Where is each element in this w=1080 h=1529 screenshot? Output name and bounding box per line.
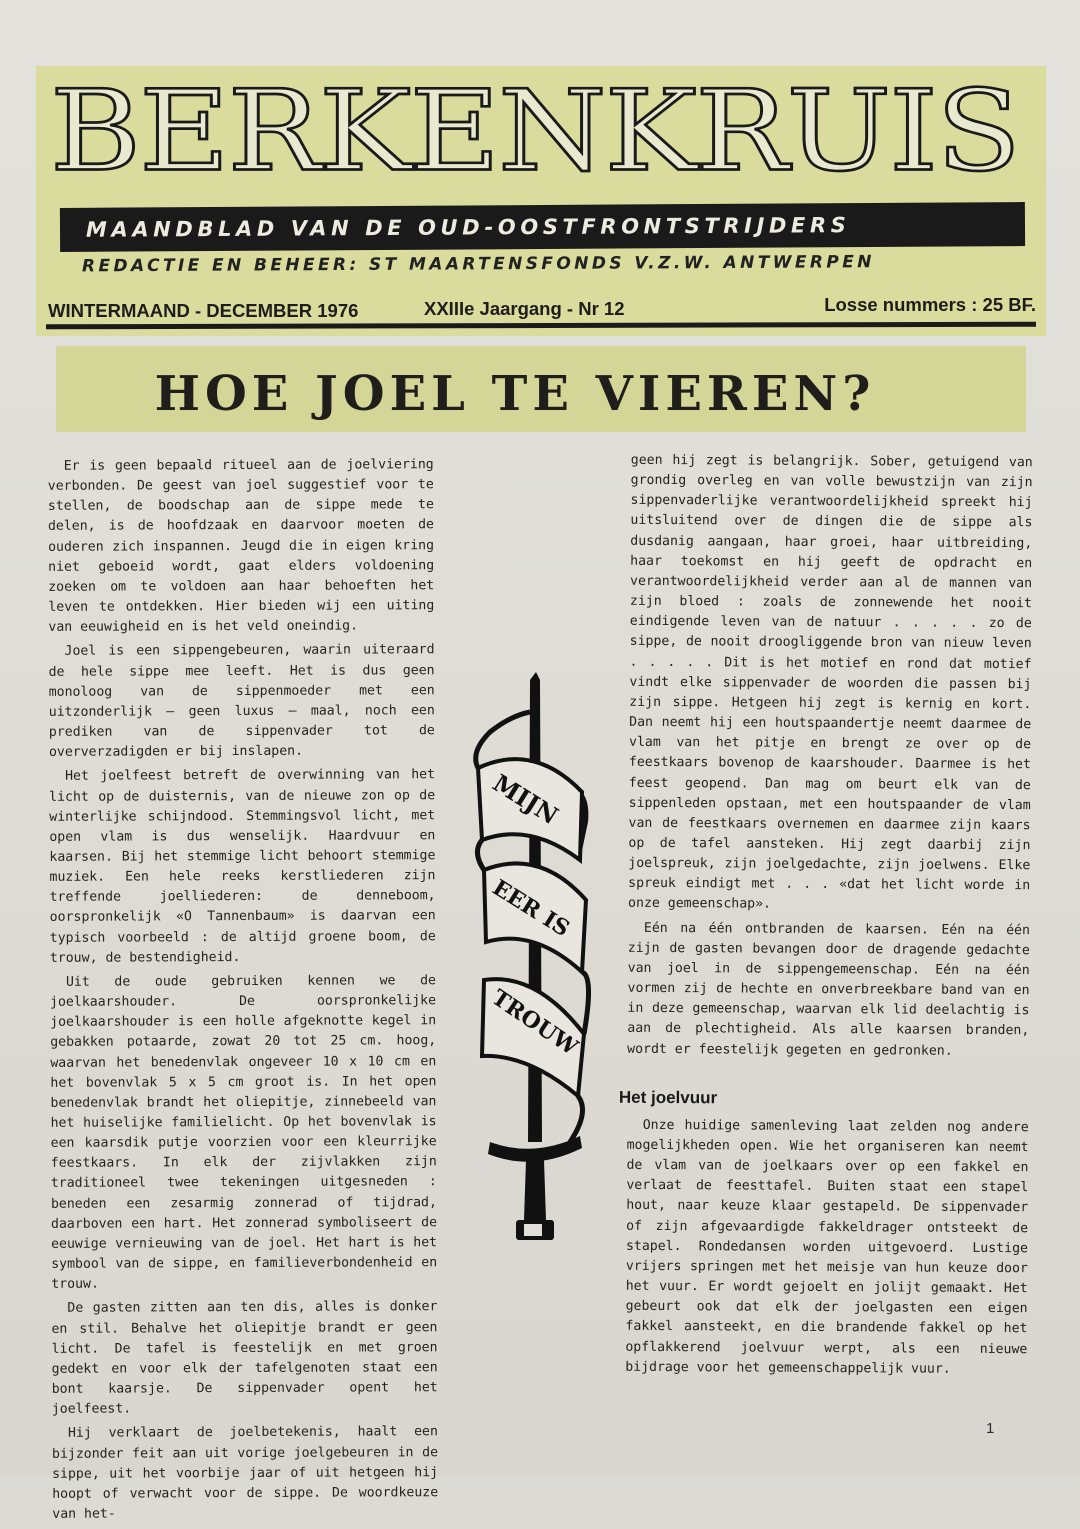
left-column [48,455,439,1529]
sword-banner-emblem [470,672,598,1248]
redactie-line: REDACTIE EN BEHEER: ST MAARTENSFONDS V.Z.W. ANTWERPEN [81,252,875,277]
right-paragraph: geen hij zegt is belangrijk. Sober, getuigend van grondig overleg en van volle bewustzijn van zijn sippenvaderlijke verantwoordelijkheid spreekt hij uitsluitend over de dingen die de sippe als dusdanig aangaan, haar groei, haar uitbreiding, haar toekomst en hij geeft de opdracht en verantwoordelijkheid verder aan al de mannen van zijn bloed : zoals de zonnewende het nooit eindigende leven van de natuur . . . . . zo de sippe, de nooit droogliggende bron van nieuw leven . . . . . Dit is het motief en rond dat motief vindt elke sippenvader de woorden die passen bij zijn sippe. Hetgeen hij zegt is kernig en kort. Dan neemt hij een houtspaandertje neemt daarmee de vlam van het pitje en brengt ze over op de feestkaars bovenop de kaarshouder. Daarmee is het feest geopend. Dan mag om beurt elk van de sippenleden opstaan, met een houtspaander de vlam van de feestkaars overnemen en daarmee zijn kaars op de tafel aansteken. Hij zegt daarbij zijn joelspreuk, zijn joelgedachte, zijn joelwens. Elke spreuk eindigt met . . . «dat het licht worde in onze gemeenschap». [628,452,1033,913]
left-paragraph: Het joelfeest betreft de overwinning van het licht op de duisternis, van de nieuwe zon op de winterlijke schijndood. Stemmingsvol licht, met open vlam is dus wenselijk. Haardvuur en kaarsen. Bij het stemmige licht behoort stemmige muziek. Een hele reeks kerstliederen zijn treffende joelliederen: de denneboom, oorspronkelijk «O Tannenbaum» is daarvan een typisch voorbeeld : de altijd groene boom, de trouw, de bestendigheid. [49,767,436,966]
headline: HOE JOEL TE VIEREN? [154,366,876,422]
emblem-word-2: EER IS [487,874,575,943]
left-paragraph: De gasten zitten aan ten dis, alles is donker en stil. Behalve het oliepitje brandt er geen licht. De tafel is feestelijk en met groen gedekt en voor elk der tafelgenoten staat een bont kaarsje. De sippenvader opent het joelfeest. [51,1299,438,1418]
section-paragraph: Onze huidige samenleving laat zelden nog andere mogelijkheden open. Wie het organiseren kan neemt de vlam van de joelkaars over op een fakkel en verlaat de feesttafel. Buiten staat een stapel hout, naar keuze klaar gestapeld. De sippenvader of zijn afgevaardigde fakkeldrager ontsteekt de stapel. Rondedansen worden uitgevoerd. Lustige vrijers springen met het meisje van hun keuze door het vuur. Er wordt gejoelt en jolijt gemaakt. Het gebeurt ook dat elk der joelgasten een eigen fakkel aansteekt, en die brandende fakkel op het opflakkerend joelvuur werpt, als een nieuwe bijdrage voor het gemeenschappelijk vuur. [625,1117,1029,1377]
emblem-word-3: TROUW [486,984,583,1061]
left-paragraph: Uit de oude gebruiken kennen we de joelkaarshouder. De oorspronkelijke joelkaarshouder is een holle afgeknotte kegel in gebakken potaarde, zowat 20 tot 25 cm. hoog, waarvan het benedenvlak ongeveer 10 x 10 cm en het bovenvlak 5 x 5 cm groot is. In het open benedenvlak brandt het oliepitje, zinnebeeld van het huiselijke familielicht. Op het bovenvlak is een kaarsdik putje voorzien voor een kleurrijke feestkaars. In elk der zijvlakken zijn traditioneel twee tekeningen uitgesneden : beneden een zesarmig zonnerad of tijdrad, daarboven een hart. Het zonnerad symboliseert de eeuwige vernieuwing van de joel. Het hart is het symbool van de sippe, en familieverbondenheid en trouw. [50,973,438,1293]
masthead-subtitle: MAANDBLAD VAN DE OUD-OOSTFRONTSTRIJDERS [85,213,851,242]
right-paragraph: Eén na één ontbranden de kaarsen. Eén na één zijn de gasten bevangen door de dragende gedachte van joel in de sippengemeenschap. Eén na één vormen zij de hechte en onverbreekbare band van en in deze gemeenschap, waarvan elk lid deelachtig is aan de plechtigheid. Als alle kaarsen branden, wordt er feestelijk gegeten en gedronken. [627,920,1030,1059]
subtitle-bar [60,202,1025,252]
left-paragraph: Hij verklaart de joelbetekenis, haalt een bijzonder feit aan uit vorige joelgebeuren in de sippe, uit het voorbije jaar of uit hetgeen hij hoopt of verwacht voor de sippe. De woordkeuze van het- [51,1424,439,1522]
page-number: 1 [986,1420,995,1437]
right-column [618,451,1033,1384]
issue-date: WINTERMAAND - DECEMBER 1976 [48,300,359,321]
masthead-title: BERKENKRUIS [50,67,1020,197]
issue-volume: XXIIIe Jaargang - Nr 12 [424,298,625,319]
section-heading: Het joelvuur [618,1087,718,1108]
issue-price: Losse nummers : 25 BF. [824,294,1036,315]
emblem-word-1: MIJN [487,768,564,831]
headline-band [56,346,1026,432]
left-paragraph: Er is geen bepaald ritueel aan de joelviering verbonden. De geest van joel suggestief voor te stellen, de boodschap aan de sippe mede te delen, is de hoofdzaak en daarvoor moeten de ouderen zich inspannen. Jeugd die in eigen kring niet geboeid wordt, gaat elders voldoening zoeken om te voldoen aan haar behoeften het leven te ontdekken. Hier bieden wij een uiting van eeuwigheid en is het veld oneindig. [47,457,435,636]
left-paragraph: Joel is een sippengebeuren, waarin uiteraard de hele sippe mee leeft. Het is dus geen monoloog van de sippenmoeder met een uitzonderlijk — geen luxus — maal, noch een prediken van de sippenvader tot de oververzadigden er bij inslapen. [48,642,435,761]
